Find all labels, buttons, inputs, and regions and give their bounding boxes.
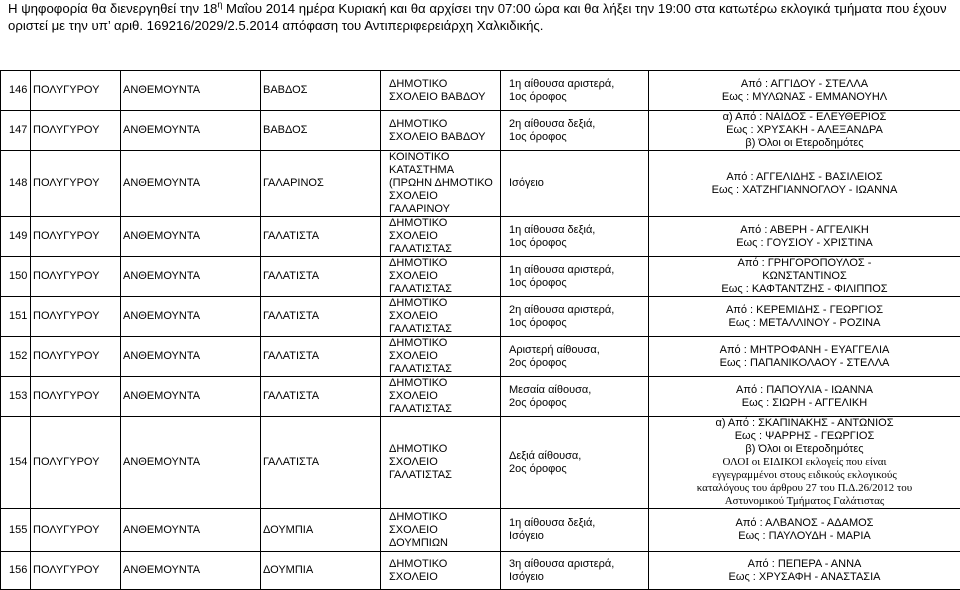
municipal-unit: ΑΝΘΕΜΟΥΝΤΑ	[121, 111, 261, 151]
room-line: Ισόγειο	[509, 530, 648, 543]
room-location	[501, 151, 649, 217]
assignment-line: α) Από : ΝΑΙΔΟΣ - ΕΛΕΥΘΕΡΙΟΣ	[649, 111, 960, 124]
school-line: ΓΑΛΑΤΙΣΤΑΣ	[389, 363, 500, 376]
assignment-line: Από : ΓΡΗΓΟΡΟΠΟΥΛΟΣ -	[649, 257, 960, 270]
polling-school	[381, 297, 501, 337]
room-line: 1ος όροφος	[509, 237, 648, 250]
voter-assignment	[649, 217, 960, 257]
room-line: Ισόγειο	[509, 177, 648, 190]
room-line: 1η αίθουσα αριστερά,	[509, 78, 648, 91]
school-line: ΔΗΜΟΤΙΚΟ	[389, 118, 500, 131]
school-line: ΣΧΟΛΕΙΟ	[389, 456, 500, 469]
table-row	[1, 111, 960, 151]
room-location	[501, 257, 649, 297]
room-line: 1ος όροφος	[509, 277, 648, 290]
voter-assignment	[649, 377, 960, 417]
assignment-line: Από : ΜΗΤΡΟΦΑΝΗ - ΕΥΑΓΓΕΛΙΑ	[649, 344, 960, 357]
assignment-line: Από : ΑΛΒΑΝΟΣ - ΑΔΑΜΟΣ	[649, 517, 960, 530]
assignment-line: β) Όλοι οι Ετεροδημότες	[649, 443, 960, 456]
school-line: ΔΟΥΜΠΙΩΝ	[389, 537, 500, 550]
room-location	[501, 417, 649, 509]
table-row	[1, 257, 960, 297]
polling-school	[381, 377, 501, 417]
station-number: 153	[1, 377, 31, 417]
header-superscript: η	[217, 0, 222, 10]
header-text-b: Μαΐου 2014 ημέρα Κυριακή και θα αρχίσει την 07:00 ώρα και θα λήξει την 19:00 στα κατωτέρω εκλογικά τμήματα που έχουν οριστεί με την υπ’ αριθ. 169216/2029/2.5.2014 απόφαση του Αντιπεριφερειάρχη Χαλκιδικής.	[8, 1, 947, 33]
table-row	[1, 417, 960, 509]
assignment-line: Εως : ΣΙΩΡΗ - ΑΓΓΕΛΙΚΗ	[649, 397, 960, 410]
municipality: ΠΟΛΥΓΥΡΟΥ	[31, 151, 121, 217]
voter-assignment	[649, 297, 960, 337]
voter-assignment	[649, 71, 960, 111]
school-line: ΣΧΟΛΕΙΟ ΒΑΒΔΟΥ	[389, 91, 500, 104]
locality: ΓΑΛΑΤΙΣΤΑ	[261, 337, 381, 377]
voter-assignment	[649, 151, 960, 217]
school-line: ΓΑΛΑΤΙΣΤΑΣ	[389, 469, 500, 482]
municipal-unit: ΑΝΘΕΜΟΥΝΤΑ	[121, 377, 261, 417]
school-line: ΔΗΜΟΤΙΚΟ	[389, 377, 500, 390]
municipality: ΠΟΛΥΓΥΡΟΥ	[31, 297, 121, 337]
locality: ΓΑΛΑΤΙΣΤΑ	[261, 377, 381, 417]
room-line: 2ος όροφος	[509, 397, 648, 410]
school-line: ΓΑΛΑΡΙΝΟΥ	[389, 203, 500, 216]
locality: ΓΑΛΑΤΙΣΤΑ	[261, 217, 381, 257]
locality: ΔΟΥΜΠΙΑ	[261, 552, 381, 590]
municipality: ΠΟΛΥΓΥΡΟΥ	[31, 257, 121, 297]
municipality: ΠΟΛΥΓΥΡΟΥ	[31, 217, 121, 257]
voter-assignment	[649, 417, 960, 509]
table-row	[1, 552, 960, 590]
municipal-unit: ΑΝΘΕΜΟΥΝΤΑ	[121, 151, 261, 217]
assignment-line: ΚΩΝΣΤΑΝΤΙΝΟΣ	[649, 270, 960, 283]
room-line: 1η αίθουσα δεξιά,	[509, 224, 648, 237]
polling-school	[381, 111, 501, 151]
municipality: ΠΟΛΥΓΥΡΟΥ	[31, 337, 121, 377]
room-line: 1η αίθουσα αριστερά,	[509, 264, 648, 277]
municipality: ΠΟΛΥΓΥΡΟΥ	[31, 111, 121, 151]
municipal-unit: ΑΝΘΕΜΟΥΝΤΑ	[121, 509, 261, 552]
station-number: 152	[1, 337, 31, 377]
room-location	[501, 297, 649, 337]
room-line: 2ος όροφος	[509, 357, 648, 370]
assignment-line: Εως : ΨΑΡΡΗΣ - ΓΕΩΡΓΙΟΣ	[649, 430, 960, 443]
assignment-line: Από : ΚΕΡΕΜΙΔΗΣ - ΓΕΩΡΓΙΟΣ	[649, 304, 960, 317]
room-line: 2η αίθουσα δεξιά,	[509, 118, 648, 131]
table-row	[1, 217, 960, 257]
assignment-line: Από : ΑΒΕΡΗ - ΑΓΓΕΛΙΚΗ	[649, 224, 960, 237]
assignment-line: Από : ΑΓΓΙΔΟΥ - ΣΤΕΛΛΑ	[649, 78, 960, 91]
table-row	[1, 151, 960, 217]
school-line: ΚΑΤΑΣΤΗΜΑ	[389, 164, 500, 177]
assignment-line: Εως : ΜΥΛΩΝΑΣ - ΕΜΜΑΝΟΥΗΛ	[649, 91, 960, 104]
assignment-line: Από : ΠΕΠΕΡΑ - ΑΝΝΑ	[649, 558, 960, 571]
room-location	[501, 337, 649, 377]
station-number: 151	[1, 297, 31, 337]
voter-assignment	[649, 257, 960, 297]
polling-school	[381, 552, 501, 590]
table-row	[1, 297, 960, 337]
room-line: 1ος όροφος	[509, 131, 648, 144]
school-line: ΚΟΙΝΟΤΙΚΟ	[389, 151, 500, 164]
school-line: ΔΗΜΟΤΙΚΟ	[389, 443, 500, 456]
room-line: 1ος όροφος	[509, 91, 648, 104]
assignment-line: Εως : ΚΑΦΤΑΝΤΖΗΣ - ΦΙΛΙΠΠΟΣ	[649, 283, 960, 296]
school-line: (ΠΡΩΗΝ ΔΗΜΟΤΙΚΟ	[389, 177, 500, 190]
assignment-line: β) Όλοι οι Ετεροδημότες	[649, 137, 960, 150]
municipal-unit: ΑΝΘΕΜΟΥΝΤΑ	[121, 337, 261, 377]
school-line: ΔΗΜΟΤΙΚΟ	[389, 78, 500, 91]
municipality: ΠΟΛΥΓΥΡΟΥ	[31, 71, 121, 111]
assignment-line: Εως : ΓΟΥΣΙΟΥ - ΧΡΙΣΤΙΝΑ	[649, 237, 960, 250]
polling-stations-table	[0, 70, 960, 590]
assignment-line: εγγεγραμμένοι στους ειδικούς εκλογικούς	[649, 469, 960, 482]
assignment-line: Εως : ΧΑΤΖΗΓΙΑΝΝΟΓΛΟΥ - ΙΩΑΝΝΑ	[649, 184, 960, 197]
polling-stations-rows	[1, 71, 960, 590]
school-line: ΣΧΟΛΕΙΟ ΒΑΒΔΟΥ	[389, 131, 500, 144]
room-location	[501, 552, 649, 590]
school-line: ΣΧΟΛΕΙΟ	[389, 350, 500, 363]
room-line: 1η αίθουσα δεξιά,	[509, 517, 648, 530]
locality: ΓΑΛΑΤΙΣΤΑ	[261, 257, 381, 297]
station-number: 150	[1, 257, 31, 297]
municipality: ΠΟΛΥΓΥΡΟΥ	[31, 377, 121, 417]
voter-assignment	[649, 337, 960, 377]
school-line: ΔΗΜΟΤΙΚΟ	[389, 511, 500, 524]
assignment-line: Εως : ΜΕΤΑΛΛΙΝΟΥ - ΡΟΖΙΝΑ	[649, 317, 960, 330]
school-line: ΣΧΟΛΕΙΟ	[389, 390, 500, 403]
municipal-unit: ΑΝΘΕΜΟΥΝΤΑ	[121, 417, 261, 509]
school-line: ΔΗΜΟΤΙΚΟ	[389, 337, 500, 350]
polling-school	[381, 417, 501, 509]
school-line: ΣΧΟΛΕΙΟ	[389, 190, 500, 203]
municipality: ΠΟΛΥΓΥΡΟΥ	[31, 509, 121, 552]
room-line: Μεσαία αίθουσα,	[509, 384, 648, 397]
voter-assignment	[649, 509, 960, 552]
assignment-line: Εως : ΧΡΥΣΑΚΗ - ΑΛΕΞΑΝΔΡΑ	[649, 124, 960, 137]
room-line: 2η αίθουσα αριστερά,	[509, 304, 648, 317]
table-row	[1, 71, 960, 111]
polling-school	[381, 71, 501, 111]
school-line: ΣΧΟΛΕΙΟ	[389, 571, 500, 584]
assignment-line: α) Από : ΣΚΑΠΙΝΑΚΗΣ - ΑΝΤΩΝΙΟΣ	[649, 417, 960, 430]
school-line: ΓΑΛΑΤΙΣΤΑΣ	[389, 323, 500, 336]
station-number: 154	[1, 417, 31, 509]
school-line: ΣΧΟΛΕΙΟ	[389, 270, 500, 283]
room-line: 2ος όροφος	[509, 463, 648, 476]
school-line: ΓΑΛΑΤΙΣΤΑΣ	[389, 243, 500, 256]
polling-school	[381, 151, 501, 217]
locality: ΓΑΛΑΡΙΝΟΣ	[261, 151, 381, 217]
table-row	[1, 337, 960, 377]
room-line: Ισόγειο	[509, 571, 648, 584]
station-number: 148	[1, 151, 31, 217]
room-line: Δεξιά αίθουσα,	[509, 450, 648, 463]
municipal-unit: ΑΝΘΕΜΟΥΝΤΑ	[121, 217, 261, 257]
room-line: 1ος όροφος	[509, 317, 648, 330]
assignment-line: Εως : ΧΡΥΣΑΦΗ - ΑΝΑΣΤΑΣΙΑ	[649, 571, 960, 584]
school-line: ΣΧΟΛΕΙΟ	[389, 310, 500, 323]
municipal-unit: ΑΝΘΕΜΟΥΝΤΑ	[121, 552, 261, 590]
station-number: 156	[1, 552, 31, 590]
voter-assignment	[649, 552, 960, 590]
voter-assignment	[649, 111, 960, 151]
locality: ΓΑΛΑΤΙΣΤΑ	[261, 417, 381, 509]
assignment-line: Από : ΠΑΠΟΥΛΙΑ - ΙΩΑΝΝΑ	[649, 384, 960, 397]
room-line: Αριστερή αίθουσα,	[509, 344, 648, 357]
municipality: ΠΟΛΥΓΥΡΟΥ	[31, 552, 121, 590]
school-line: ΔΗΜΟΤΙΚΟ	[389, 297, 500, 310]
assignment-line: Εως : ΠΑΥΛΟΥΔΗ - ΜΑΡΙΑ	[649, 530, 960, 543]
school-line: ΓΑΛΑΤΙΣΤΑΣ	[389, 283, 500, 296]
room-location	[501, 509, 649, 552]
school-line: ΔΗΜΟΤΙΚΟ	[389, 217, 500, 230]
station-number: 155	[1, 509, 31, 552]
school-line: ΔΗΜΟΤΙΚΟ	[389, 257, 500, 270]
assignment-line: Εως : ΠΑΠΑΝΙΚΟΛΑΟΥ - ΣΤΕΛΛΑ	[649, 357, 960, 370]
polling-school	[381, 217, 501, 257]
locality: ΔΟΥΜΠΙΑ	[261, 509, 381, 552]
header-text-a: Η ψηφοφορία θα διενεργηθεί την 18	[8, 1, 217, 16]
assignment-line: Αστυνομικού Τμήματος Γαλάτιστας	[649, 495, 960, 508]
page-header	[8, 0, 958, 34]
polling-school	[381, 337, 501, 377]
room-location	[501, 217, 649, 257]
room-line: 3η αίθουσα αριστερά,	[509, 558, 648, 571]
assignment-line: Από : ΑΓΓΕΛΙΔΗΣ - ΒΑΣΙΛΕΙΟΣ	[649, 171, 960, 184]
school-line: ΔΗΜΟΤΙΚΟ	[389, 558, 500, 571]
station-number: 147	[1, 111, 31, 151]
locality: ΒΑΒΔΟΣ	[261, 71, 381, 111]
municipal-unit: ΑΝΘΕΜΟΥΝΤΑ	[121, 257, 261, 297]
table-row	[1, 377, 960, 417]
locality: ΓΑΛΑΤΙΣΤΑ	[261, 297, 381, 337]
school-line: ΣΧΟΛΕΙΟ	[389, 524, 500, 537]
station-number: 149	[1, 217, 31, 257]
polling-school	[381, 257, 501, 297]
room-location	[501, 71, 649, 111]
assignment-line: καταλόγους του άρθρου 27 του Π.Δ.26/2012 του	[649, 482, 960, 495]
locality: ΒΑΒΔΟΣ	[261, 111, 381, 151]
municipality: ΠΟΛΥΓΥΡΟΥ	[31, 417, 121, 509]
polling-school	[381, 509, 501, 552]
school-line: ΣΧΟΛΕΙΟ	[389, 230, 500, 243]
assignment-line: ΟΛΟΙ οι ΕΙΔΙΚΟΙ εκλογείς που είναι	[649, 456, 960, 469]
room-location	[501, 111, 649, 151]
station-number: 146	[1, 71, 31, 111]
room-location	[501, 377, 649, 417]
school-line: ΓΑΛΑΤΙΣΤΑΣ	[389, 403, 500, 416]
table-row	[1, 509, 960, 552]
municipal-unit: ΑΝΘΕΜΟΥΝΤΑ	[121, 71, 261, 111]
municipal-unit: ΑΝΘΕΜΟΥΝΤΑ	[121, 297, 261, 337]
